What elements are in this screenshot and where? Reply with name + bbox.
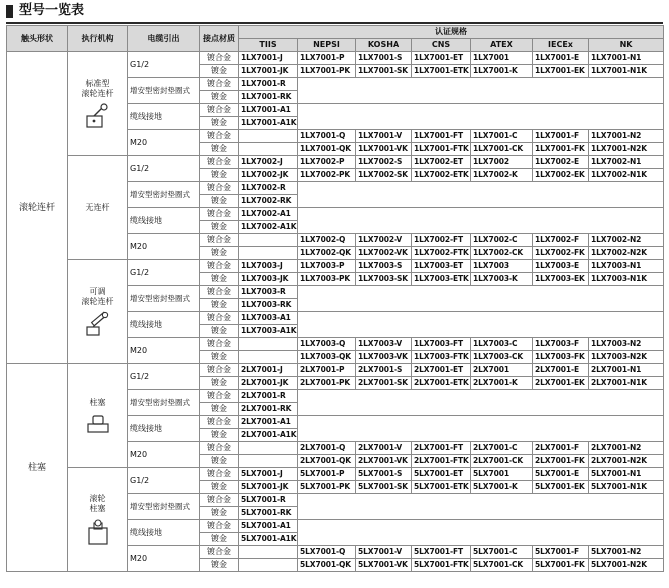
model-code-cell: 1LX7003-A1	[239, 312, 298, 325]
empty-cell	[239, 559, 298, 572]
contact-material-cell: 镀金	[200, 455, 239, 468]
model-code-cell: 1LX7001-FT	[412, 130, 471, 143]
model-code-cell: 5LX7001-P	[298, 468, 356, 481]
actuator-label	[70, 494, 125, 546]
actuator-name-line: 柱塞	[89, 503, 106, 513]
model-code-cell: 1LX7002-QK	[298, 247, 356, 260]
actuator-name-line: 滚轮连杆	[81, 88, 114, 98]
model-code-cell: 2LX7001	[471, 364, 533, 377]
model-code-cell: 1LX7003-A1K	[239, 325, 298, 338]
model-code-cell: 5LX7001-F	[533, 546, 589, 559]
header-cable: 电缆引出	[128, 26, 200, 52]
actuator-name-line: 可调	[89, 286, 106, 296]
model-code-cell: 1LX7003-SK	[356, 273, 412, 286]
empty-cell	[298, 312, 664, 338]
header-row	[7, 26, 664, 39]
empty-cell	[239, 143, 298, 156]
model-code-cell: 1LX7001-ETK	[412, 65, 471, 78]
page-title: 型号一览表	[19, 3, 85, 18]
model-code-cell: 1LX7001-S	[356, 52, 412, 65]
contact-shape-cell: 滚轮连杆	[7, 52, 68, 364]
actuator-cell	[68, 156, 128, 260]
model-code-cell: 2LX7001-JK	[239, 377, 298, 390]
model-code-cell: 1LX7003-JK	[239, 273, 298, 286]
model-code-cell: 2LX7001-P	[298, 364, 356, 377]
cable-ground-cell: 缆线接地	[128, 416, 200, 442]
contact-material-cell: 镀合金	[200, 494, 239, 507]
model-code-cell: 5LX7001-ET	[412, 468, 471, 481]
model-code-cell: 5LX7001-N2K	[589, 559, 664, 572]
contact-material-cell: 镀合金	[200, 364, 239, 377]
empty-cell	[298, 494, 664, 520]
empty-cell	[239, 351, 298, 364]
model-code-cell: 1LX7003-FK	[533, 351, 589, 364]
empty-cell	[298, 104, 664, 130]
model-code-cell: 1LX7001-Q	[298, 130, 356, 143]
cable-sealed-cell: 增安型密封垫圈式	[128, 390, 200, 416]
model-code-cell: 2LX7001-N2K	[589, 455, 664, 468]
contact-material-cell: 镀金	[200, 247, 239, 260]
cable-g12-cell: G1/2	[128, 156, 200, 182]
model-code-cell: 5LX7001-FT	[412, 546, 471, 559]
table-row	[7, 468, 664, 481]
contact-material-cell: 镀金	[200, 429, 239, 442]
model-table	[6, 25, 664, 572]
model-code-cell: 5LX7001-V	[356, 546, 412, 559]
model-code-cell: 5LX7001-Q	[298, 546, 356, 559]
model-code-cell: 5LX7001-JK	[239, 481, 298, 494]
empty-cell	[239, 130, 298, 143]
table-row	[7, 156, 664, 169]
empty-cell	[239, 234, 298, 247]
model-code-cell: 1LX7003-RK	[239, 299, 298, 312]
model-code-cell: 1LX7002-JK	[239, 169, 298, 182]
model-code-cell: 2LX7001-QK	[298, 455, 356, 468]
model-code-cell: 1LX7002-C	[471, 234, 533, 247]
model-code-cell: 1LX7001-A1K	[239, 117, 298, 130]
empty-cell	[298, 78, 664, 104]
contact-material-cell: 镀合金	[200, 390, 239, 403]
model-code-cell: 5LX7001-C	[471, 546, 533, 559]
model-code-cell: 5LX7001-E	[533, 468, 589, 481]
model-code-cell: 5LX7001-R	[239, 494, 298, 507]
model-code-cell: 1LX7002-SK	[356, 169, 412, 182]
model-code-cell: 1LX7002-FT	[412, 234, 471, 247]
empty-cell	[239, 546, 298, 559]
contact-material-cell: 镀合金	[200, 182, 239, 195]
model-code-cell: 1LX7002-EK	[533, 169, 589, 182]
model-code-cell: 1LX7001-EK	[533, 65, 589, 78]
model-code-cell: 1LX7002-PK	[298, 169, 356, 182]
cable-m20-cell: M20	[128, 130, 200, 156]
model-code-cell: 2LX7001-A1K	[239, 429, 298, 442]
contact-material-cell: 镀金	[200, 533, 239, 546]
model-code-cell: 5LX7001-PK	[298, 481, 356, 494]
model-code-cell: 1LX7001-RK	[239, 91, 298, 104]
model-code-cell: 2LX7001-Q	[298, 442, 356, 455]
model-code-cell: 1LX7003-V	[356, 338, 412, 351]
model-code-cell: 1LX7001-QK	[298, 143, 356, 156]
model-code-cell: 1LX7001-R	[239, 78, 298, 91]
contact-material-cell: 镀合金	[200, 52, 239, 65]
contact-material-cell: 镀合金	[200, 468, 239, 481]
contact-material-cell: 镀合金	[200, 520, 239, 533]
model-code-cell: 2LX7001-VK	[356, 455, 412, 468]
model-code-cell: 5LX7001-S	[356, 468, 412, 481]
model-code-cell: 1LX7003-N1	[589, 260, 664, 273]
contact-material-cell: 镀金	[200, 221, 239, 234]
model-code-cell: 1LX7002-A1	[239, 208, 298, 221]
model-code-cell: 1LX7002-FK	[533, 247, 589, 260]
model-code-cell: 1LX7003-ETK	[412, 273, 471, 286]
plunger-icon	[85, 408, 111, 434]
model-code-cell: 1LX7003	[471, 260, 533, 273]
model-code-cell: 5LX7001-N1K	[589, 481, 664, 494]
empty-cell	[298, 390, 664, 416]
model-code-cell: 1LX7001-FK	[533, 143, 589, 156]
contact-material-cell: 镀金	[200, 91, 239, 104]
model-code-cell: 1LX7002-RK	[239, 195, 298, 208]
model-code-cell: 5LX7001-N2	[589, 546, 664, 559]
empty-cell	[298, 286, 664, 312]
model-code-cell: 1LX7003-CK	[471, 351, 533, 364]
cable-sealed-cell: 增安型密封垫圈式	[128, 182, 200, 208]
model-code-cell: 5LX7001-CK	[471, 559, 533, 572]
model-code-cell: 5LX7001-FK	[533, 559, 589, 572]
header-actuator: 执行机构	[68, 26, 128, 52]
model-code-cell: 2LX7001-RK	[239, 403, 298, 416]
model-code-cell: 2LX7001-N1	[589, 364, 664, 377]
model-code-cell: 1LX7003-FT	[412, 338, 471, 351]
model-code-cell: 2LX7001-FT	[412, 442, 471, 455]
model-code-cell: 1LX7002-ETK	[412, 169, 471, 182]
header-cert-nk: NK	[589, 39, 664, 52]
model-code-cell: 1LX7003-ET	[412, 260, 471, 273]
model-code-cell: 1LX7001-V	[356, 130, 412, 143]
contact-material-cell: 镀金	[200, 117, 239, 130]
header-shape: 触头形状	[7, 26, 68, 52]
model-code-cell: 1LX7001-F	[533, 130, 589, 143]
model-code-cell: 5LX7001-K	[471, 481, 533, 494]
header-cert-cns: CNS	[412, 39, 471, 52]
contact-material-cell: 镀金	[200, 351, 239, 364]
actuator-label	[70, 203, 125, 213]
model-code-cell: 1LX7003-S	[356, 260, 412, 273]
model-code-cell: 1LX7002-N1K	[589, 169, 664, 182]
model-code-cell: 1LX7003-F	[533, 338, 589, 351]
model-code-cell: 1LX7003-N2	[589, 338, 664, 351]
cable-sealed-cell: 增安型密封垫圈式	[128, 494, 200, 520]
model-code-cell: 2LX7001-R	[239, 390, 298, 403]
contact-material-cell: 镀金	[200, 559, 239, 572]
model-code-cell: 1LX7003-R	[239, 286, 298, 299]
model-code-cell: 5LX7001-A1	[239, 520, 298, 533]
contact-material-cell: 镀合金	[200, 338, 239, 351]
model-code-cell: 1LX7001-FTK	[412, 143, 471, 156]
contact-material-cell: 镀合金	[200, 104, 239, 117]
contact-material-cell: 镀合金	[200, 546, 239, 559]
model-code-cell: 2LX7001-N1K	[589, 377, 664, 390]
actuator-label	[70, 287, 125, 337]
cable-m20-cell: M20	[128, 234, 200, 260]
actuator-name-line: 滚轮	[89, 493, 106, 503]
model-code-cell: 5LX7001-FTK	[412, 559, 471, 572]
model-code-cell: 1LX7001-CK	[471, 143, 533, 156]
model-code-cell: 1LX7001-K	[471, 65, 533, 78]
model-code-cell: 1LX7002-A1K	[239, 221, 298, 234]
model-code-cell: 1LX7002-R	[239, 182, 298, 195]
section-header	[6, 2, 663, 24]
model-code-cell: 1LX7003-N2K	[589, 351, 664, 364]
empty-cell	[239, 442, 298, 455]
table-body	[7, 52, 664, 572]
model-code-cell: 5LX7001-ETK	[412, 481, 471, 494]
table-row	[7, 260, 664, 273]
contact-material-cell: 镀金	[200, 195, 239, 208]
model-code-cell: 2LX7001-EK	[533, 377, 589, 390]
model-code-cell: 1LX7003-Q	[298, 338, 356, 351]
header-cert-iecex: IECEx	[533, 39, 589, 52]
model-code-cell: 1LX7003-PK	[298, 273, 356, 286]
model-code-cell: 1LX7001-N2K	[589, 143, 664, 156]
model-code-cell: 2LX7001-A1	[239, 416, 298, 429]
actuator-cell	[68, 364, 128, 468]
model-code-cell: 1LX7003-E	[533, 260, 589, 273]
contact-material-cell: 镀金	[200, 169, 239, 182]
model-code-cell: 1LX7003-FTK	[412, 351, 471, 364]
contact-material-cell: 镀金	[200, 403, 239, 416]
cable-ground-cell: 缆线接地	[128, 208, 200, 234]
model-code-cell: 5LX7001-J	[239, 468, 298, 481]
model-code-cell: 2LX7001-V	[356, 442, 412, 455]
empty-cell	[298, 520, 664, 546]
contact-material-cell: 镀合金	[200, 416, 239, 429]
model-code-cell: 2LX7001-CK	[471, 455, 533, 468]
empty-cell	[239, 338, 298, 351]
actuator-name-line: 标准型	[85, 78, 110, 88]
empty-cell	[239, 247, 298, 260]
model-code-cell: 1LX7002-ET	[412, 156, 471, 169]
model-code-cell: 1LX7003-C	[471, 338, 533, 351]
model-code-cell: 1LX7001-N1	[589, 52, 664, 65]
contact-material-cell: 镀金	[200, 143, 239, 156]
contact-material-cell: 镀金	[200, 273, 239, 286]
model-code-cell: 1LX7002-P	[298, 156, 356, 169]
model-code-cell: 1LX7002-V	[356, 234, 412, 247]
roller-lever-icon	[85, 99, 111, 129]
contact-material-cell: 镀金	[200, 299, 239, 312]
model-code-cell: 2LX7001-K	[471, 377, 533, 390]
actuator-label	[70, 398, 125, 434]
cable-ground-cell: 缆线接地	[128, 312, 200, 338]
model-code-cell: 1LX7001-P	[298, 52, 356, 65]
model-code-cell: 1LX7002-J	[239, 156, 298, 169]
model-code-cell: 1LX7002-CK	[471, 247, 533, 260]
contact-material-cell: 镀合金	[200, 260, 239, 273]
contact-material-cell: 镀合金	[200, 208, 239, 221]
contact-shape-cell: 柱塞	[7, 364, 68, 572]
model-code-cell: 1LX7001-N1K	[589, 65, 664, 78]
model-code-cell: 2LX7001-S	[356, 364, 412, 377]
model-code-cell: 5LX7001-A1K	[239, 533, 298, 546]
actuator-cell	[68, 468, 128, 572]
actuator-cell	[68, 52, 128, 156]
model-code-cell: 1LX7002-E	[533, 156, 589, 169]
model-code-cell: 1LX7001-A1	[239, 104, 298, 117]
model-code-cell: 2LX7001-E	[533, 364, 589, 377]
contact-material-cell: 镀金	[200, 325, 239, 338]
contact-material-cell: 镀合金	[200, 156, 239, 169]
model-code-cell: 1LX7001-ET	[412, 52, 471, 65]
model-code-cell: 1LX7003-EK	[533, 273, 589, 286]
header-material: 接点材质	[200, 26, 239, 52]
model-code-cell: 1LX7003-J	[239, 260, 298, 273]
model-code-cell: 2LX7001-C	[471, 442, 533, 455]
cable-ground-cell: 缆线接地	[128, 104, 200, 130]
contact-material-cell: 镀合金	[200, 442, 239, 455]
model-code-cell: 1LX7002-N2K	[589, 247, 664, 260]
table-row	[7, 52, 664, 65]
table-row	[7, 364, 664, 377]
cable-m20-cell: M20	[128, 546, 200, 572]
contact-material-cell: 镀合金	[200, 286, 239, 299]
model-code-cell: 5LX7001-SK	[356, 481, 412, 494]
contact-material-cell: 镀金	[200, 377, 239, 390]
model-code-cell: 5LX7001	[471, 468, 533, 481]
actuator-name-line: 柱塞	[89, 397, 106, 407]
model-code-cell: 1LX7003-VK	[356, 351, 412, 364]
model-code-cell: 1LX7003-QK	[298, 351, 356, 364]
cable-ground-cell: 缆线接地	[128, 520, 200, 546]
model-code-cell: 1LX7002-K	[471, 169, 533, 182]
model-code-cell: 2LX7001-FK	[533, 455, 589, 468]
adjustable-roller-lever-icon	[85, 307, 111, 337]
contact-material-cell: 镀合金	[200, 312, 239, 325]
cable-g12-cell: G1/2	[128, 52, 200, 78]
model-code-cell: 1LX7003-K	[471, 273, 533, 286]
model-code-cell: 1LX7002	[471, 156, 533, 169]
cable-m20-cell: M20	[128, 442, 200, 468]
cable-sealed-cell: 增安型密封垫圈式	[128, 78, 200, 104]
cable-m20-cell: M20	[128, 338, 200, 364]
model-code-cell: 5LX7001-N1	[589, 468, 664, 481]
empty-cell	[239, 455, 298, 468]
header-cert-kosha: KOSHA	[356, 39, 412, 52]
model-code-cell: 1LX7002-VK	[356, 247, 412, 260]
model-code-cell: 5LX7001-RK	[239, 507, 298, 520]
contact-material-cell: 镀合金	[200, 78, 239, 91]
model-code-cell: 2LX7001-SK	[356, 377, 412, 390]
model-code-cell: 1LX7002-N2	[589, 234, 664, 247]
model-code-cell: 1LX7001-J	[239, 52, 298, 65]
header-cert-tiis: TIIS	[239, 39, 298, 52]
empty-cell	[298, 208, 664, 234]
model-code-cell: 1LX7002-FTK	[412, 247, 471, 260]
cable-g12-cell: G1/2	[128, 364, 200, 390]
header-cert: 认证规格	[239, 26, 664, 39]
actuator-name-line: 无连杆	[85, 202, 110, 212]
header-cert-nepsi: NEPSI	[298, 39, 356, 52]
model-code-cell: 1LX7001-JK	[239, 65, 298, 78]
cable-g12-cell: G1/2	[128, 468, 200, 494]
actuator-name-line: 滚轮连杆	[81, 296, 114, 306]
model-code-cell: 1LX7001-C	[471, 130, 533, 143]
contact-material-cell: 镀合金	[200, 130, 239, 143]
model-code-cell: 1LX7002-N1	[589, 156, 664, 169]
model-code-cell: 2LX7001-J	[239, 364, 298, 377]
empty-cell	[298, 182, 664, 208]
model-code-cell: 1LX7002-Q	[298, 234, 356, 247]
contact-material-cell: 镀金	[200, 507, 239, 520]
model-code-cell: 5LX7001-VK	[356, 559, 412, 572]
cable-g12-cell: G1/2	[128, 260, 200, 286]
model-code-cell: 1LX7001-VK	[356, 143, 412, 156]
model-code-cell: 2LX7001-ET	[412, 364, 471, 377]
contact-material-cell: 镀合金	[200, 234, 239, 247]
actuator-label	[70, 79, 125, 129]
model-code-cell: 1LX7001-PK	[298, 65, 356, 78]
model-code-cell: 2LX7001-ETK	[412, 377, 471, 390]
model-code-cell: 1LX7003-N1K	[589, 273, 664, 286]
model-code-cell: 1LX7003-P	[298, 260, 356, 273]
actuator-cell	[68, 260, 128, 364]
contact-material-cell: 镀金	[200, 481, 239, 494]
model-code-cell: 1LX7001	[471, 52, 533, 65]
model-code-cell: 1LX7001-SK	[356, 65, 412, 78]
model-code-cell: 2LX7001-PK	[298, 377, 356, 390]
model-code-cell: 1LX7002-S	[356, 156, 412, 169]
model-code-cell: 1LX7001-N2	[589, 130, 664, 143]
empty-cell	[298, 416, 664, 442]
model-code-cell: 5LX7001-EK	[533, 481, 589, 494]
header-cert-atex: ATEX	[471, 39, 533, 52]
roller-plunger-icon	[85, 514, 111, 546]
model-code-cell: 1LX7001-E	[533, 52, 589, 65]
model-code-cell: 5LX7001-QK	[298, 559, 356, 572]
cable-sealed-cell: 增安型密封垫圈式	[128, 286, 200, 312]
model-code-cell: 2LX7001-F	[533, 442, 589, 455]
model-code-cell: 2LX7001-N2	[589, 442, 664, 455]
model-code-cell: 2LX7001-FTK	[412, 455, 471, 468]
model-code-cell: 1LX7002-F	[533, 234, 589, 247]
title-marker	[6, 5, 13, 18]
contact-material-cell: 镀金	[200, 65, 239, 78]
